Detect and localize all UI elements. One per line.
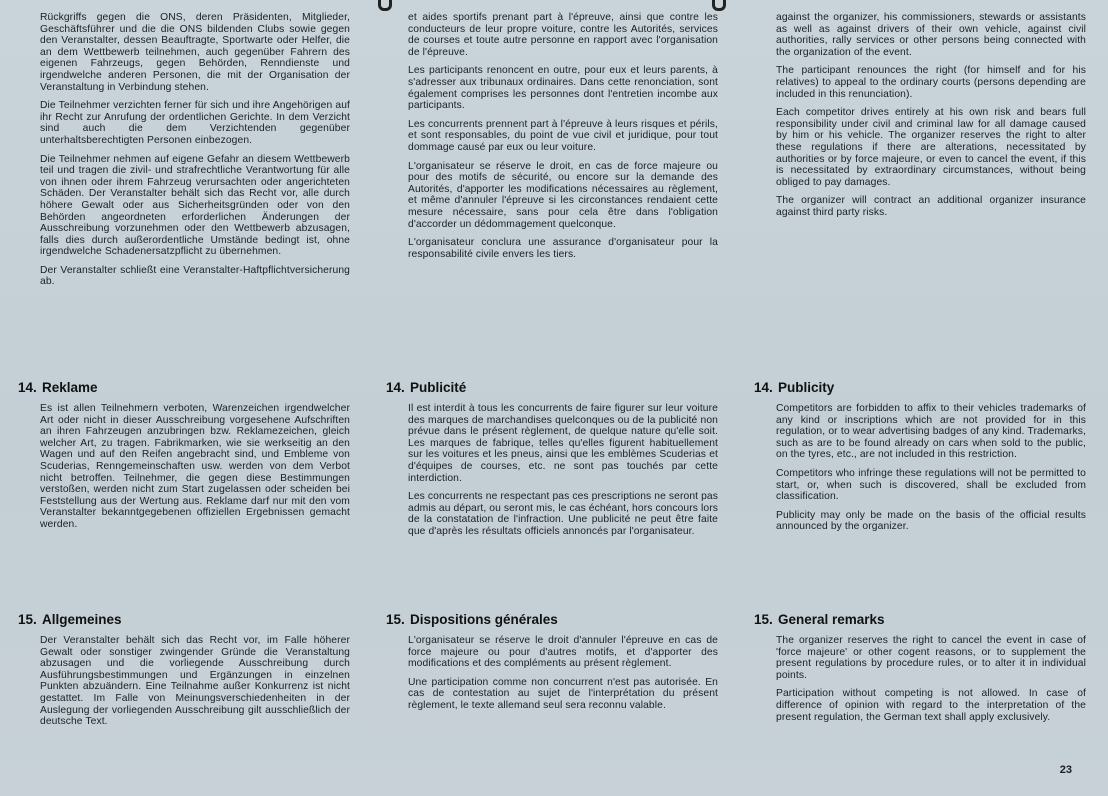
paragraph: Publicity may only be made on the basis of the official results announced by the organizer. [776,509,1086,533]
section-heading: 15. Dispositions générales [386,612,558,627]
section-heading: 14. Reklame [18,380,98,395]
col-fr-intro [408,12,718,267]
paragraph: Les concurrents ne respectant pas ces prescriptions ne seront pas admis au départ, ou seront mis, le cas échéant, hors concours lors de la constatation de l'infraction. Une publicité ne peut être faite que d'après les résultats officiels annoncés par l'organisateur. [408,491,718,537]
binder-ring [712,0,726,11]
paragraph: Une participation comme non concurrent n'est pas autorisée. En cas de contestation au sujet de l'interprétation du présent règlement, le texte allemand seul sera reconnu valable. [408,676,718,711]
page-number: 23 [1059,764,1072,776]
col-de-section-14 [18,380,350,538]
col-en-intro [776,12,1086,226]
paragraph: et aides sportifs prenant part à l'épreuve, ainsi que contre les conducteurs de leur propre voiture, contre les Autorités, services de courses et toute autre personne en rapport avec l'organisation de l'épreuve. [408,12,718,58]
binder-ring [378,0,392,11]
paragraph: L'organisateur conclura une assurance d'organisateur pour la responsabilité civile envers les tiers. [408,237,718,260]
paragraph: The organizer reserves the right to cancel the event in case of 'force majeure' or other cogent reasons, or to supplement the present regulations by procedure rules, or to alter it in individual points. [776,635,1086,681]
paragraph: The participant renounces the right (for himself and for his relatives) to appeal to the ordinary courts (persons depending are included in this renunciation). [776,65,1086,100]
paragraph: Competitors are forbidden to affix to their vehicles trademarks of any kind or inscriptions which are not provided for in this regulation, or to wear advertising badges of any kind. Trademarks, such as are to be found already on cars when sold to the public, on the tyres, etc., are not included in this restriction. [776,403,1086,461]
col-fr-section-15 [386,612,718,719]
paragraph: Der Veranstalter behält sich das Recht vor, im Falle höherer Gewalt oder sonstiger zwingender Gründe die Veranstaltung abzusagen und die vorliegende Ausschreibung durch Ausführungsbestimmungen und Ergänzungen in einzelnen Punkten abzuändern. Eine Teilnahme außer Konkurrenz ist nicht gestattet. Im Falle von Meinungsverschiedenheiten in der Auslegung der vorliegenden Ausschreibung gilt ausschließlich der deutsche Text. [40,635,350,728]
section-heading: 14. Publicity [754,380,835,395]
paragraph: Es ist allen Teilnehmern verboten, Warenzeichen irgendwelcher Art oder nicht in dieser Ausschreibung vorgesehene Aufschriften an ihren Fahrzeugen anzubringen bzw. Reklamezeichen, gleich welcher Art, zu tragen. Fabrikmarken, wie sie werkseitig an den Wagen und auf den Reifen angebracht sind, und Embleme von Scuderias, Renngemeinschaften usw. werden von dem Verbot nicht betroffen. Teilnehmer, die gegen diese Bestimmungen verstoßen, werden nicht zum Start zugelassen oder scheiden bei Feststellung aus der Wertung aus. Reklame darf nur mit den vom Veranstalter bekanntgegebenen offiziellen Ergebnissen gemacht werden. [40,403,350,530]
paragraph: L'organisateur se réserve le droit d'annuler l'épreuve en cas de force majeure ou pour d'autres motifs, et d'apporter des modifications et des compléments au présent règlement. [408,635,718,670]
col-de-intro [40,12,350,295]
paragraph: Participation without competing is not allowed. In case of difference of opinion with regard to the interpretation of the present regulation, the German text shall apply exclusively. [776,688,1086,723]
col-fr-section-14 [386,380,718,545]
paragraph: Der Veranstalter schließt eine Veranstalter-Haftpflichtversicherung ab. [40,264,350,288]
section-heading: 15. Allgemeines [18,612,122,627]
col-en-section-15 [754,612,1086,730]
col-en-section-14 [754,380,1086,540]
paragraph: against the organizer, his commissioners, stewards or assistants as well as against drivers of their own vehicle, against civil authorities, rally services or other persons being connected with the organization of the event. [776,12,1086,58]
paragraph: L'organisateur se réserve le droit, en cas de force majeure ou pour des motifs de sécurité, ou encore sur la demande des Autorités, d'apporter les modifications nécessaires au règlement, et même d'annuler l'épreuve si les circonstances rendaient cette mesure nécessaire, sans pour cela être dans l'obligation d'accorder un dédommagement quelconque. [408,160,718,230]
paragraph: Rückgriffs gegen die ONS, deren Präsidenten, Mitglieder, Geschäftsführer und die die ONS bildenden Clubs sowie gegen den Veranstalter, dessen Beauftragte, Sportwarte oder Helfer, die an dem Wettbewerb teilnehmen, auch gegenüber Fahrern des eigenen Fahrzeugs, gegen Behörden, Renndienste und irgendwelche anderen Personen, die mit der Organisation der Veranstaltung in Verbindung stehen. [40,12,350,93]
paragraph: Les concurrents prennent part à l'épreuve à leurs risques et périls, et sont responsables, du point de vue civil et juridique, pour tout dommage causé par eux ou leur voiture. [408,118,718,153]
paragraph: Die Teilnehmer verzichten ferner für sich und ihre Angehörigen auf ihr Recht zur Anrufung der ordentlichen Gerichte. In dem Verzicht sind auch die dem Verzichtenden gegenüber unterhaltsberechtigten Personen einbezogen. [40,100,350,146]
section-heading: 15. General remarks [754,612,885,627]
section-heading: 14. Publicité [386,380,467,395]
paragraph: Each competitor drives entirely at his own risk and bears full responsibility under civil and criminal law for all damage caused by him or his vehicle. The organizer reserves the right to alter these regulations if there are alterations, necessitated by authorities or by force majeure, or even to cancel the event, if this is necessitated by extraordinary circumstances, without being obliged to pay damages. [776,107,1086,188]
paragraph: The organizer will contract an additional organizer insurance against third party risks. [776,195,1086,218]
paragraph: Il est interdit à tous les concurrents de faire figurer sur leur voiture des marques de marchandises quelconques ou de la publicité non prévue dans le présent règlement, de quelque nature qu'elle soit. Les marques de fabrique, telles qu'elles figurent habituellement sur les voitures et les pneus, ainsi que les emblèmes Scuderias et d'équipes de courses, etc. ne sont pas touchés par cette interdiction. [408,403,718,484]
col-de-section-15 [18,612,350,735]
paragraph: Die Teilnehmer nehmen auf eigene Gefahr an diesem Wettbewerb teil und tragen die zivil- und strafrechtliche Verantwortung für alle von ihnen oder ihrem Fahrzeug verursachten oder angerichteten Schäden. Der Veranstalter behält sich das Recht vor, alle durch höhere Gewalt oder aus Sicherheitsgründen oder von den Behörden angeordneten erforderlichen Änderungen der Ausschreibung vorzunehmen oder den Wettbewerb abzusagen, falls dies durch außerordentliche Umstände bedingt ist, ohne irgendwelche Schadenersatzpflicht zu übernehmen. [40,153,350,258]
paragraph: Les participants renoncent en outre, pour eux et leurs parents, à s'adresser aux tribunaux ordinaires. Dans cette renonciation, sont également comprises les personnes dont l'entretien incombe aux participants. [408,65,718,112]
paragraph: Competitors who infringe these regulations will not be permitted to start, or, when such is discovered, shall be excluded from classification. [776,467,1086,503]
